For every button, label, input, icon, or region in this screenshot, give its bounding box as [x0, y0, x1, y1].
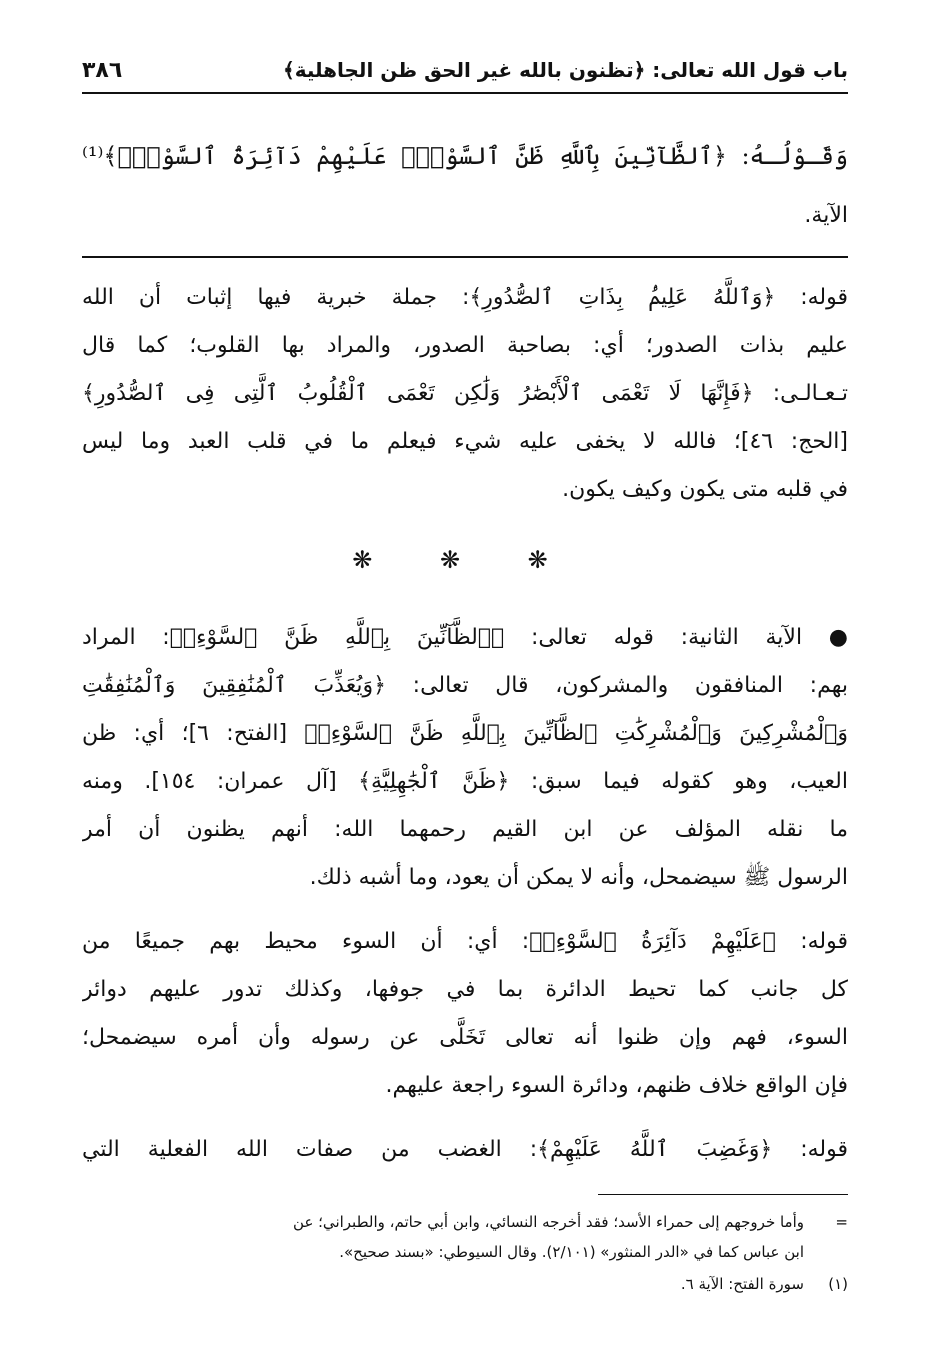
- footnote-3: [82, 1270, 848, 1298]
- footnote-text: سورة الفتح: الآية ٦.: [680, 1275, 804, 1293]
- body-line-5: في قلبه متى يكون وكيف يكون.: [562, 477, 848, 502]
- body-line-4: [الحج: ٤٦]؛ فالله لا يخفى عليه شيء فيعلم ما في قلب العبد وما ليس: [82, 429, 848, 454]
- footnote-divider: [598, 1194, 848, 1195]
- footnote-2: [82, 1238, 848, 1266]
- chapter-title: باب قول الله تعالى: ﴿تظنون بالله غير الحق ظن الجاهلية﴾: [282, 58, 848, 82]
- verse-divider: [82, 256, 848, 258]
- footnote-text: وأما خروجهم إلى حمراء الأسد؛ فقد أخرجه النسائي، وابن أبي حاتم، والطبراني؛ عن: [293, 1213, 804, 1231]
- body-line-7: بهم: المنافقون والمشركون، قال تعالى: ﴿وَيُعَذِّبَ ٱلْمُنَٰفِقِينَ وَٱلْمُنَٰفِقَٰتِ: [82, 673, 848, 698]
- footnote-text: ابن عباس كما في «الدر المنثور» (٢/١٠١). وقال السيوطي: «بسند صحيح».: [339, 1243, 804, 1261]
- footnote-marker: =: [835, 1213, 848, 1231]
- body-line-6: ● الآية الثانية: قوله تعالى: ﴿ٱلظَّآنِّينَ بِٱللَّهِ ظَنَّ ٱلسَّوْءِۚ﴾: المراد: [82, 625, 848, 650]
- body-line-2: عليم بذات الصدور؛ أي: بصاحبة الصدور، والمراد بها القلوب؛ كما قال: [82, 333, 848, 358]
- section-separator-stars: ❋ ❋ ❋: [352, 546, 578, 574]
- body-line-11: الرسول ﷺ سيضمحل، وأنه لا يمكن أن يعود، وما أشبه ذلك.: [309, 865, 848, 890]
- body-line-12: قوله: ﴿عَلَيْهِمْ دَآئِرَةُ ٱلسَّوْءِۖ﴾: أي: أن السوء محيط بهم جميعًا من: [82, 929, 848, 954]
- page-header: [82, 48, 848, 94]
- body-line-16: قوله: ﴿وَغَضِبَ ٱللَّهُ عَلَيْهِمْ﴾: الغضب من صفات الله الفعلية التي: [82, 1137, 848, 1162]
- book-page: [82, 48, 848, 1328]
- verse-line-1: وَقَـوْلُـهُ: ﴿ٱلظَّآنِّينَ بِٱللَّهِ ظَنَّ ٱلسَّوْءِۚ عَلَيْهِمْ دَآئِرَةُ ٱلسَّوْءِۖ﴾⁽¹⁾: [82, 142, 848, 170]
- body-line-15: فإن الواقع خلاف ظنهم، ودائرة السوء راجعة عليهم.: [385, 1073, 848, 1098]
- body-line-13: كل جانب كما تحيط الدائرة بما في جوفها، وكذلك تدور عليهم دوائر: [82, 977, 848, 1002]
- body-line-3: تـعـالـى: ﴿فَإِنَّهَا لَا تَعْمَى ٱلْأَبْصَٰرُ وَلَٰكِن تَعْمَى ٱلْقُلُوبُ ٱلَّتِى فِى ٱلصُّدُورِ﴾: [82, 381, 848, 406]
- body-line-9: العيب، وهو كقوله فيما سبق: ﴿ظَنَّ ٱلْجَٰهِلِيَّةِ﴾ [آل عمران: ١٥٤]. ومنه: [82, 769, 848, 794]
- body-line-1: قوله: ﴿وَٱللَّهُ عَلِيمُۢ بِذَاتِ ٱلصُّدُورِ﴾: جملة خبرية فيها إثبات أن الله: [82, 285, 848, 310]
- page-number: ٣٨٦: [82, 57, 123, 83]
- body-line-10: ما نقله المؤلف عن ابن القيم رحمهما الله: أنهم يظنون أن أمر: [82, 817, 848, 842]
- footnote-1: [82, 1208, 848, 1236]
- body-line-14: السوء، فهم وإن ظنوا أنه تعالى تَخَلَّى عن رسوله وأن أمره سيضمحل؛: [82, 1025, 848, 1050]
- body-line-8: وَٱلْمُشْرِكِينَ وَٱلْمُشْرِكَٰتِ ٱلظَّآنِّينَ بِٱللَّهِ ظَنَّ ٱلسَّوْءِۚ﴾ [الفتح: ٦]؛ أي: ظن: [82, 721, 848, 746]
- verse-line-2: الآية.: [804, 203, 848, 228]
- footnote-marker: (١): [828, 1275, 848, 1293]
